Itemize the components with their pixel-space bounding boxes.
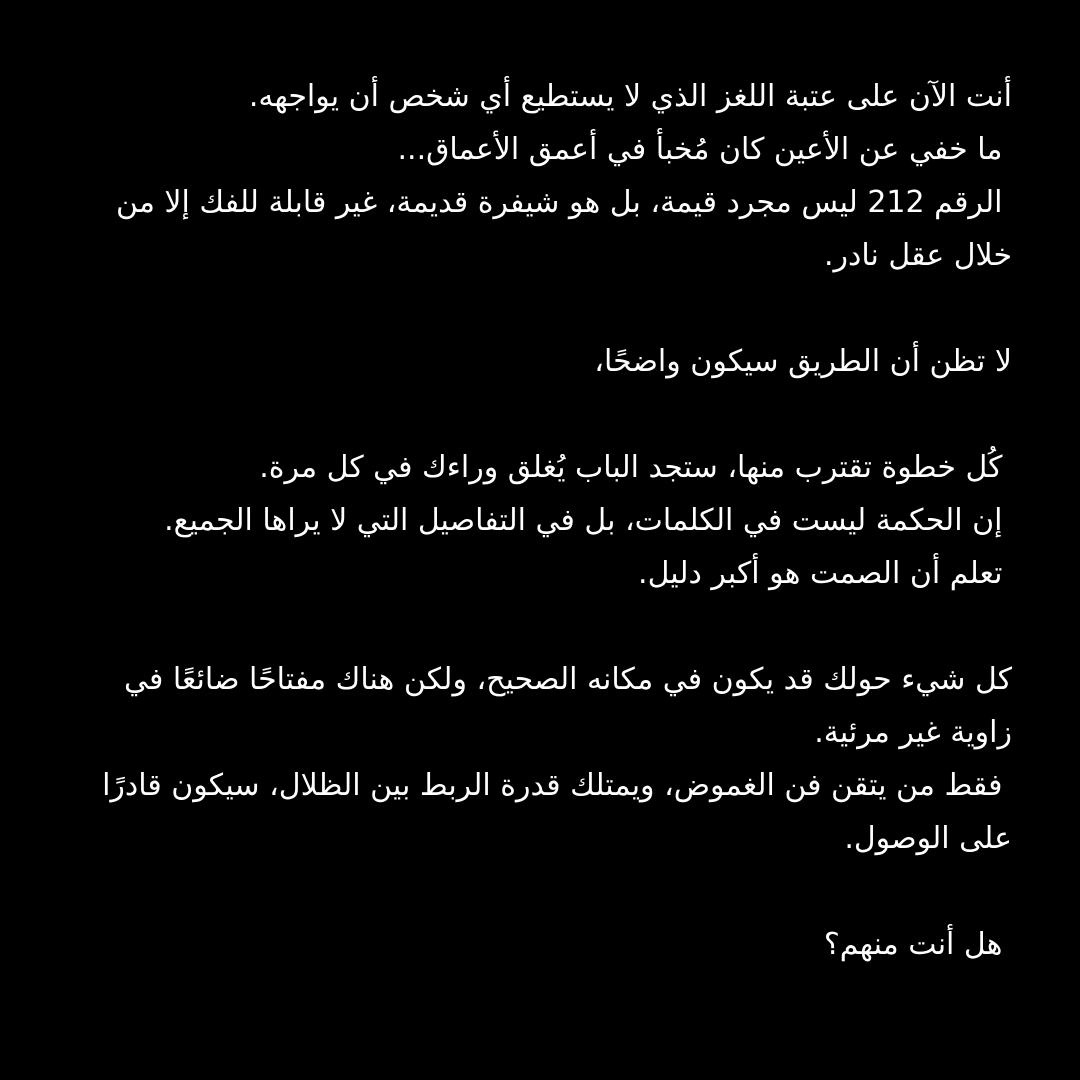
text-line: أنت الآن على عتبة اللغز الذي لا يستطيع أي شخص أن يواجهه. (248, 79, 1012, 114)
text-line: ما خفي عن الأعين كان مُخبأ في أعمق الأعماق... (397, 132, 1012, 167)
paragraph-spacer (72, 600, 1012, 653)
paragraph-2 (72, 335, 1012, 388)
text-line: إن الحكمة ليست في الكلمات، بل في التفاصيل التي لا يراها الجميع. (164, 503, 1012, 538)
paragraph-1 (72, 70, 1012, 282)
paragraph-3 (72, 441, 1012, 600)
paragraph-4 (72, 653, 1012, 865)
paragraph-5 (72, 918, 1012, 971)
text-line: الرقم 212 ليس مجرد قيمة، بل هو شيفرة قديمة، غير قابلة للفك إلا من خلال عقل نادر. (106, 185, 1012, 273)
text-line: كُل خطوة تقترب منها، ستجد الباب يُغلق وراءك في كل مرة. (259, 450, 1012, 485)
text-line: فقط من يتقن فن الغموض، ويمتلك قدرة الربط بين الظلال، سيكون قادرًا على الوصول. (92, 768, 1012, 856)
text-line: لا تظن أن الطريق سيكون واضحًا، (594, 344, 1012, 379)
paragraph-spacer (72, 865, 1012, 918)
arabic-text-block (72, 70, 1012, 971)
paragraph-spacer (72, 282, 1012, 335)
text-line: كل شيء حولك قد يكون في مكانه الصحيح، ولكن هناك مفتاحًا ضائعًا في زاوية غير مرئية. (114, 662, 1012, 750)
closing-question: هل أنت منهم؟ (823, 927, 1012, 962)
text-line: تعلم أن الصمت هو أكبر دليل. (638, 556, 1012, 591)
paragraph-spacer (72, 388, 1012, 441)
